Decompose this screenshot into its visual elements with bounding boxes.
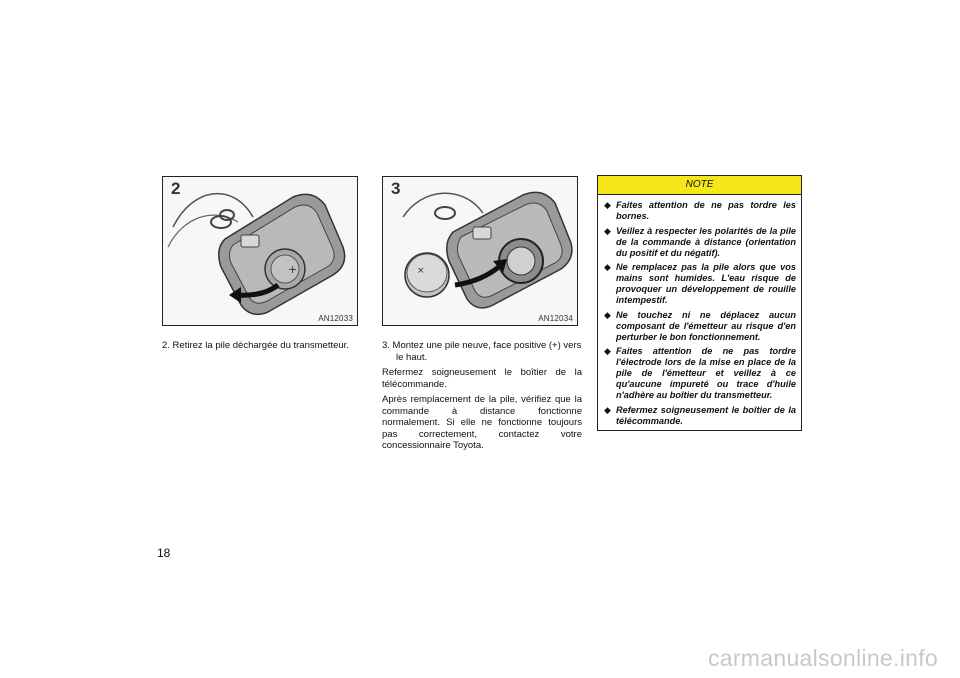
note-item: ◆ Veillez à respecter les polarités de la pile de la commande à distance (orientation du positif et du négatif). — [604, 225, 796, 258]
note-item: ◆ Refermez soigneusement le boîtier de la télécommande. — [604, 404, 796, 426]
figure-remove-battery — [162, 176, 358, 326]
figure-number: 3 — [391, 179, 401, 198]
note-title: NOTE — [598, 176, 801, 195]
watermark: carmanualsonline.info — [707, 645, 938, 671]
diamond-bullet-icon: ◆ — [604, 404, 611, 415]
page-number: 18 — [157, 546, 171, 560]
paragraph-check-operation: Après remplacement de la pile, vérifiez que la commande à distance fonctionne normalement. Si elle ne fonctionne toujours pas correctement, contactez votre concessionnaire Toyota. — [382, 394, 582, 451]
figure-code: AN12034 — [538, 314, 573, 323]
svg-text:×: × — [417, 266, 425, 276]
note-box — [597, 175, 802, 431]
step-install-battery: 3. Montez une pile neuve, face positive (+) vers le haut. — [382, 340, 582, 363]
diamond-bullet-icon: ◆ — [604, 346, 611, 356]
remove-battery-illustration — [163, 177, 358, 326]
figure-number: 2 — [171, 179, 181, 198]
figure-install-battery — [382, 176, 578, 326]
figure-code: AN12033 — [318, 314, 353, 323]
svg-text:+: + — [288, 263, 298, 276]
note-item: ◆ Ne remplacez pas la pile alors que vos mains sont humides. L'eau risque de provoquer un développement de rouille intempestif. — [604, 262, 796, 305]
note-item: ◆ Faites attention de ne pas tordre les bornes. — [604, 200, 796, 221]
diamond-bullet-icon: ◆ — [604, 309, 611, 320]
paragraph-close-case: Refermez soigneusement le boîtier de la télécommande. — [382, 367, 582, 390]
caption-remove-battery: 2. Retirez la pile déchargée du transmetteur. — [162, 340, 349, 351]
note-item: ◆ Ne touchez ni ne déplacez aucun composant de l'émetteur au risque d'en perturber le bon fonctionnement. — [604, 309, 796, 342]
note-item: ◆ Faites attention de ne pas tordre l'électrode lors de la mise en place de la pile de l'émetteur et veillez à ce qu'aucune impureté ou trace d'huile n'adhère au boîtier du transmetteur. — [604, 346, 796, 400]
diamond-bullet-icon: ◆ — [604, 262, 611, 272]
install-battery-text — [382, 340, 582, 452]
diamond-bullet-icon: ◆ — [604, 200, 611, 210]
diamond-bullet-icon: ◆ — [604, 225, 611, 236]
install-battery-illustration — [383, 177, 578, 326]
note-list — [598, 195, 801, 427]
